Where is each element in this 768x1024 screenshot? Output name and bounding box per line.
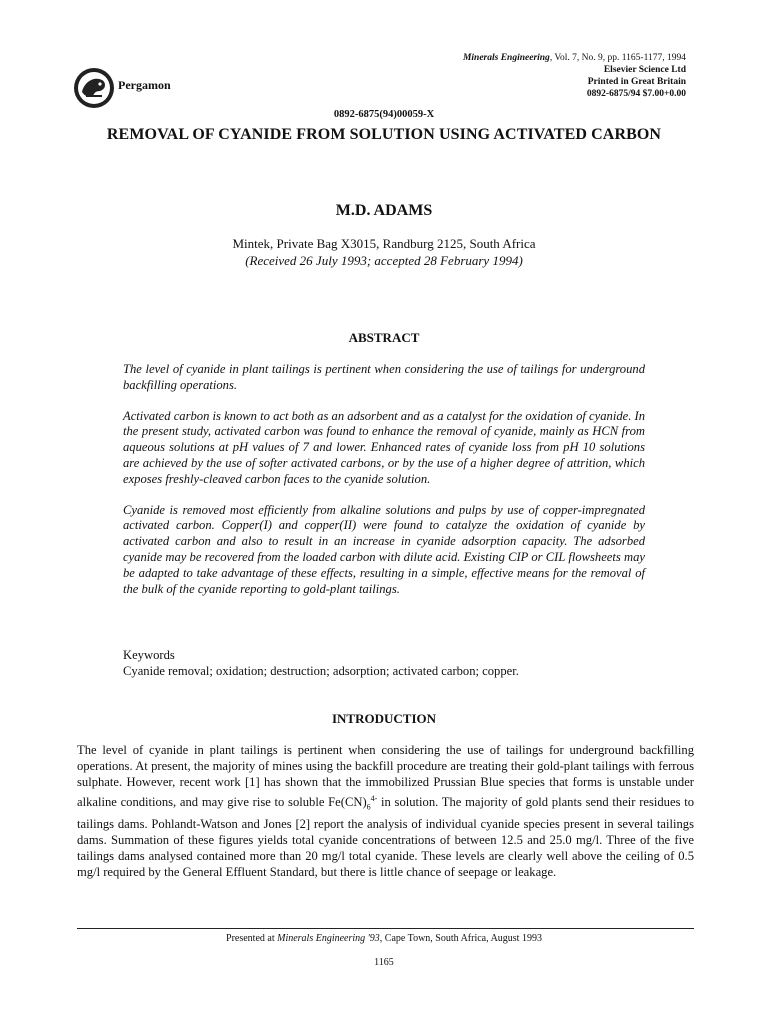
abstract-heading: ABSTRACT bbox=[348, 330, 420, 345]
footnote-event: Minerals Engineering '93 bbox=[277, 933, 380, 944]
abstract-paragraph: Cyanide is removed most efficiently from alkaline solutions and pulps by use of copper-impregnated activated carbon. Copper(I) and copper(II) were found to catalyze the oxidation of cyanide by activated carbon and also to result in an increase in cyanide adsorption capacity. The adsorbed cyanide may be recovered from the loaded carbon with dilute acid. Existing CIP or CIL flowsheets may be adapted to take advantage of these effects, resulting in a simple, effective means for the removal of the bulk of the cyanide reporting to gold-plant tailings. bbox=[123, 502, 645, 596]
journal-details: , Vol. 7, No. 9, pp. 1165-1177, 1994 bbox=[549, 53, 686, 63]
article-identifier: 0892-6875(94)00059-X bbox=[333, 109, 435, 120]
intro-text-part2: in solution. The majority of gold plants send their residues to tailings dams. Pohlandt-Watson and Jones [2] report the analysis of individual cyanide species present in several tailings dams. Summation of these figures yields total cyanide concentrations of between 12.5 and 25.0 mg/l. Three of the five tailings dams analysed contained more than 20 mg/l total cyanide. These levels are clearly well above the ceiling of 0.5 mg/l required by the General Effluent Standard, but there is little chance of seepage or leakage. bbox=[77, 794, 694, 880]
journal-name: Minerals Engineering bbox=[462, 53, 550, 63]
footnote-suffix: , Cape Town, South Africa, August 1993 bbox=[379, 933, 542, 944]
subscript: 6 bbox=[366, 802, 371, 812]
paper-title: REMOVAL OF CYANIDE FROM SOLUTION USING ACTIVATED CARBON bbox=[106, 126, 662, 143]
author-name: M.D. ADAMS bbox=[335, 202, 433, 219]
introduction-paragraph bbox=[77, 742, 694, 880]
price-line: 0892-6875/94 $7.00+0.00 bbox=[586, 89, 686, 99]
received-dates: (Received 26 July 1993; accepted 28 February 1994) bbox=[245, 253, 523, 268]
keywords-heading: Keywords bbox=[123, 648, 175, 662]
publisher-logo bbox=[72, 66, 116, 110]
page-number: 1165 bbox=[374, 957, 394, 968]
footnote bbox=[0, 933, 768, 944]
keywords-list: Cyanide removal; oxidation; destruction; adsorption; activated carbon; copper. bbox=[123, 664, 519, 678]
abstract-body bbox=[123, 362, 645, 612]
introduction-heading: INTRODUCTION bbox=[331, 711, 436, 726]
printed-line: Printed in Great Britain bbox=[587, 77, 686, 87]
journal-citation bbox=[463, 52, 686, 64]
publisher-name: Pergamon bbox=[118, 78, 171, 92]
keywords-block bbox=[123, 647, 645, 679]
abstract-paragraph: The level of cyanide in plant tailings is pertinent when considering the use of tailings for underground backfilling operations. bbox=[123, 362, 645, 392]
publication-info bbox=[463, 52, 686, 100]
abstract-paragraph: Activated carbon is known to act both as an adsorbent and as a catalyst for the oxidation of cyanide. In the present study, activated carbon was found to enhance the removal of cyanide, mainly as HCN from aqueous solutions at pH values of 7 and lower. Enhanced rates of cyanide loss from pH 10 solutions are achieved by the use of softer activated carbons, or by the use of a higher degree of attrition, which exposes freshly-cleaved carbon faces to the cyanide solution. bbox=[123, 408, 645, 486]
footnote-prefix: Presented at bbox=[226, 933, 278, 944]
intro-text-part1: The level of cyanide in plant tailings is pertinent when considering the use of tailings for underground backfilling operations. At present, the majority of mines using the backfill procedure are treating their gold-plant tailings with ferrous sulphate. However, recent work [1] has shown that the immobilized Prussian Blue species that forms is unstable under alkaline conditions, and may give rise to soluble Fe(CN) bbox=[77, 743, 694, 809]
affiliation: Mintek, Private Bag X3015, Randburg 2125, South Africa bbox=[232, 236, 536, 251]
superscript: 4- bbox=[370, 793, 378, 803]
affiliation-block bbox=[0, 235, 768, 269]
footnote-rule bbox=[77, 928, 694, 929]
copyright-line: Elsevier Science Ltd bbox=[603, 65, 686, 75]
